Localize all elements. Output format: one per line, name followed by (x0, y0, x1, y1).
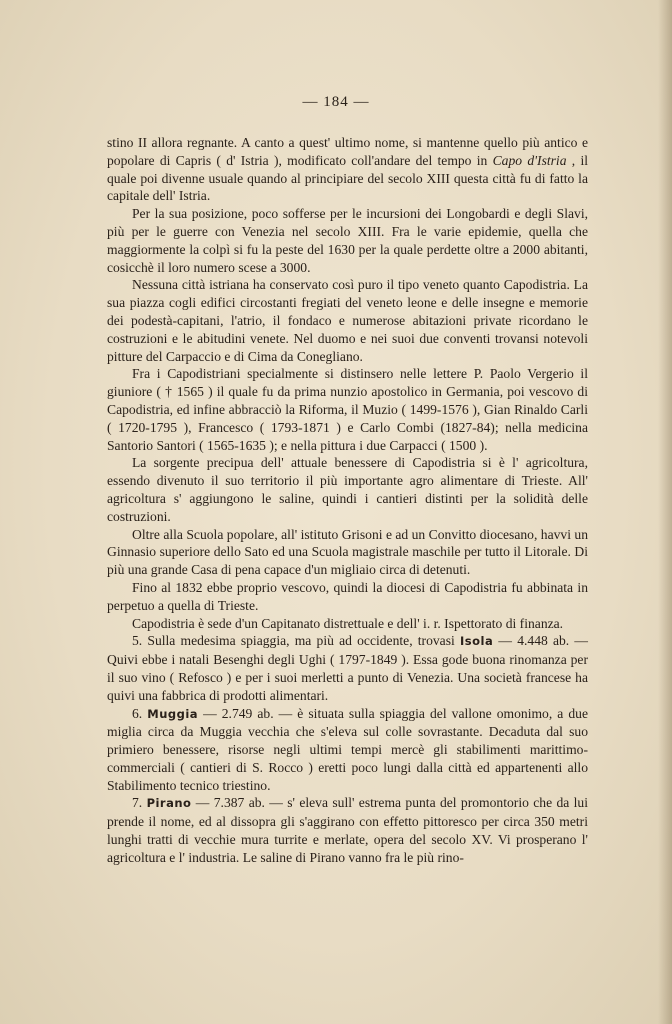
paragraph-3: Fra i Capodistriani specialmente si distinsero nelle lettere P. Paolo Vergerio il giuniore ( † 1565 ) il quale fu da prima nunzio apostolico in Germania, poi vescovo di Capodistria, ed infine abbracciò la Riforma, il Muzio ( 1499-1576 ), Gian Rinaldo Carli ( 1720-1795 ), Francesco ( 1793-1871 ) e Carlo Combi (1827-84); nella medicina Santorio Santori ( 1565-1635 ); e nella pittura i due Carpacci ( 1500 ). (107, 366, 588, 453)
body-text (107, 134, 588, 867)
paragraph-9 (107, 705, 588, 795)
paragraph-7: Capodistria è sede d'un Capitanato distrettuale e dell' i. r. Ispettorato di finanza. (132, 615, 564, 631)
paragraph-10-text-a: 7. (132, 795, 147, 811)
paragraph-1: Per la sua posizione, poco sofferse per le incursioni dei Longobardi e degli Slavi, più per le guerre con Venezia nel secolo XIII. Fra le varie epidemie, quella che maggiormente la colpì si fu la peste del 1630 per la quale perdette oltre a 2000 abitanti, cosicchè il loro numero scese a 3000. (107, 206, 588, 275)
paragraph-0-text-b: , il quale poi divenne usuale quando al principiare del secolo XIII questa città fu di fatto la capitale dell' Istria. (107, 152, 588, 204)
paragraph-2: Nessuna città istriana ha conservato così puro il tipo veneto quanto Capodistria. La sua piazza cogli edifici circostanti fregiati del veneto leone e delle insegne e memorie dei podestà-capitani, l'atrio, il fondaco e numerose abitazioni private ricordano le costruzioni e le abitudini venete. Nel duomo e nei suoi due conventi trovansi notevoli pitture del Carpaccio e di Cima da Conegliano. (107, 277, 588, 364)
paragraph-10 (107, 794, 588, 866)
paragraph-8-text-a: 5. Sulla medesima spiaggia, ma più ad occidente, trovasi (132, 633, 460, 649)
paragraph-0-italic-term: Capo d'Istria (492, 152, 567, 168)
paragraph-0 (107, 134, 588, 205)
paragraph-5: Oltre alla Scuola popolare, all' istituto Grisoni e ad un Convitto diocesano, havvi un Ginnasio superiore dello Sato ed una Scuola magistrale maschile per tutto il Litorale. Di più una grande Casa di pena capace d'un migliaio circa di detenuti. (107, 526, 588, 578)
place-name-muggia: Muggia (147, 706, 199, 721)
paragraph-9-text-a: 6. (132, 705, 148, 721)
paragraph-8-text-b: — 4.448 ab. — Quivi ebbe i natali Besenghi degli Ughi ( 1797-1849 ). Essa gode buona rinomanza per il suo vino ( Refosco ) e per i suoi merletti a punto di Venezia. Una società francese ha quivi una fabbrica di prodotti alimentari. (107, 633, 588, 703)
page-number: — 184 — (302, 94, 370, 110)
paragraph-0-text-a: stino II allora regnante. A canto a quest' ultimo nome, si mantenne quello più antico e popolare di Capris ( d' Istria ), modificato coll'andare del tempo in (107, 135, 588, 168)
paragraph-9-text-b: — 2.749 ab. — è situata sulla spiaggia del vallone omonimo, a due miglia circa da Muggia vecchia che s'eleva sul colle sovrastante. Decaduta dal suo primiero benessere, risorse negli ultimi tempi mercè gli stabilimenti marittimo-commerciali ( cantieri di S. Rocco ) eretti poco lungi dalla città ed appartenenti allo Stabilimento tecnico triestino. (107, 705, 588, 793)
paragraph-8 (107, 632, 588, 704)
place-name-pirano: Pirano (146, 796, 192, 811)
paragraph-4: La sorgente precipua dell' attuale benessere di Capodistria si è l' agricoltura, essendo divenuto il suo territorio il più importante agro alimentare di Trieste. All' agricoltura s' aggiungono le saline, quindi i cantieri distinti per la solidità delle costruzioni. (107, 455, 588, 524)
paragraph-10-text-b: — 7.387 ab. — s' eleva sull' estrema punta del promontorio che da lui prende il nome, ed al dissopra gli s'aggirano con effetto pittoresco per circa 350 metri lunghi tratti di vecchie mura turrite e merlate, opera del secolo XV. Vi prosperano l' agricoltura e l' industria. Le saline di Pirano vanno fra le più rino- (107, 795, 589, 865)
page-edge-shadow (658, 0, 672, 1024)
place-name-isola: Isola (459, 634, 494, 649)
paragraph-6: Fino al 1832 ebbe proprio vescovo, quindi la diocesi di Capodistria fu abbinata in perpetuo a quella di Trieste. (107, 579, 588, 613)
